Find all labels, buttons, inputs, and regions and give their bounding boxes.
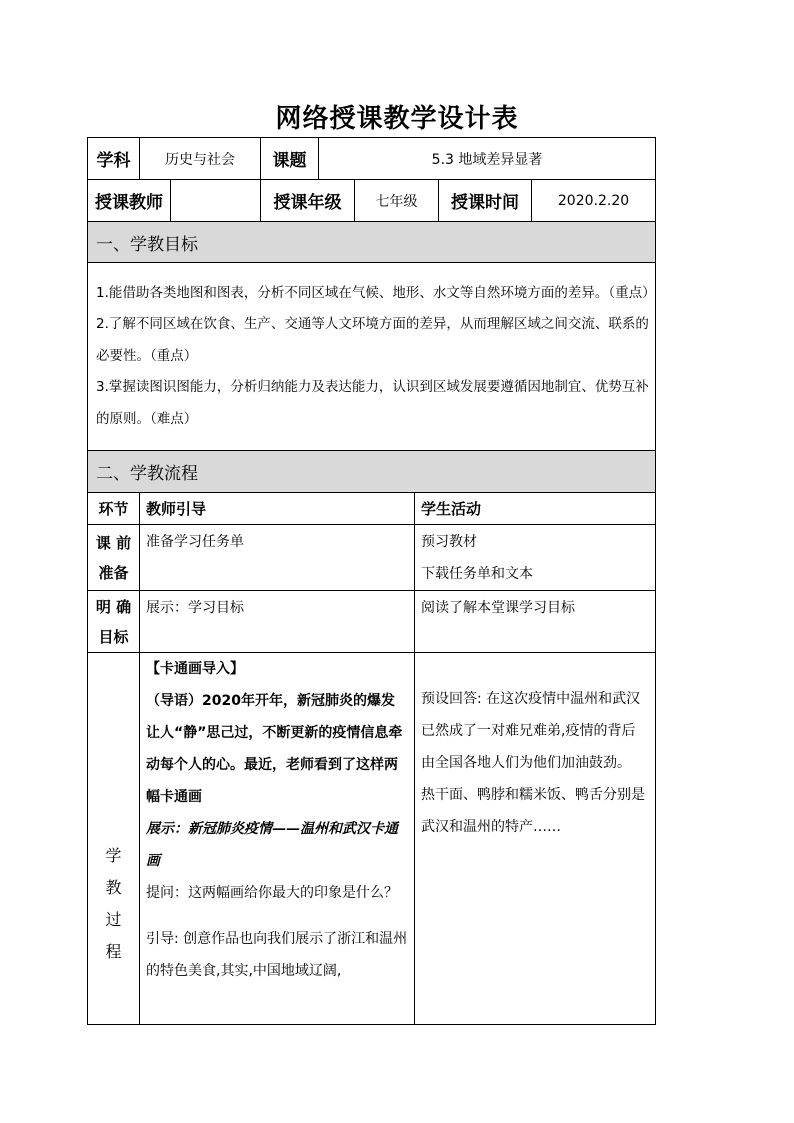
teacher-show: 展示：新冠肺炎疫情——温州和武汉卡通画 [146, 821, 398, 869]
column-teacher: 教师引导 [140, 493, 415, 525]
objective-item: 2.了解不同区域在饮食、生产、交通等人文环境方面的差异，从而理解区域之间交流、联系的必要性。（重点） [96, 316, 649, 364]
objective-item: 1.能借助各类地图和图表，分析不同区域在气候、地形、水文等自然环境方面的差异。（重点） [96, 284, 656, 301]
column-stage: 环节 [88, 493, 140, 525]
stage-char: 教 [105, 877, 122, 897]
teacher-activity: 准备学习任务单 [146, 534, 244, 550]
stage-cell: 明 确目标 [88, 591, 140, 653]
main-process-row [88, 653, 656, 1025]
subject-value: 历史与社会 [140, 138, 261, 180]
stage-char: 学 [105, 845, 122, 865]
student-activity: 阅读了解本堂课学习目标 [421, 600, 575, 616]
teacher-section-heading: 【卡通画导入】 [146, 661, 244, 677]
objectives-heading: 一、学教目标 [88, 222, 656, 263]
grade-value: 七年级 [355, 180, 439, 222]
teacher-value [171, 180, 261, 222]
stage-cell-main [88, 653, 140, 1025]
process-heading: 二、学教流程 [88, 451, 656, 493]
student-activity: 预习教材 [421, 534, 477, 550]
stage-cell: 课 前准备 [88, 525, 140, 591]
teacher-intro: （导语）2020年开年，新冠肺炎的爆发让人“静”思己过，不断更新的疫情信息牵动每个人的心。最近，老师看到了这样两幅卡通画 [146, 693, 403, 805]
header-row-2 [88, 180, 656, 222]
subject-label: 学科 [88, 138, 140, 180]
stage-char: 程 [105, 941, 122, 961]
process-column-headers [88, 493, 656, 525]
student-activity: 下载任务单和文本 [421, 566, 533, 582]
header-row-1 [88, 138, 656, 180]
grade-label: 授课年级 [261, 180, 355, 222]
objectives-heading-row [88, 222, 656, 263]
student-food: 热干面、鸭脖和糯米饭、鸭舌分别是武汉和温州的特产…… [421, 787, 645, 835]
objectives-content-row [88, 263, 656, 451]
process-heading-row [88, 451, 656, 493]
topic-label: 课题 [261, 138, 319, 180]
lesson-design-table [87, 137, 655, 1025]
topic-value: 5.3 地域差异显著 [319, 138, 656, 180]
table-row [88, 591, 656, 653]
time-label: 授课时间 [439, 180, 532, 222]
teacher-question: 提问：这两幅画给你最大的印象是什么？ [146, 885, 398, 901]
time-value: 2020.2.20 [532, 180, 656, 222]
column-student: 学生活动 [415, 493, 656, 525]
teacher-activity: 展示：学习目标 [146, 600, 244, 616]
table-row [88, 525, 656, 591]
page-title: 网络授课教学设计表 [275, 104, 519, 134]
teacher-label: 授课教师 [88, 180, 171, 222]
stage-char: 过 [105, 909, 122, 929]
teacher-guide: 引导: 创意作品也向我们展示了浙江和温州的特色美食,其实,中国地域辽阔, [146, 931, 408, 979]
student-answer: 预设回答: 在这次疫情中温州和武汉已然成了一对难兄难弟,疫情的背后由全国各地人们为他们加油鼓劲。 [421, 691, 641, 771]
objective-item: 3.掌握读图识图能力，分析归纳能力及表达能力，认识到区域发展要遵循因地制宜、优势互补的原则。（难点） [96, 379, 649, 427]
